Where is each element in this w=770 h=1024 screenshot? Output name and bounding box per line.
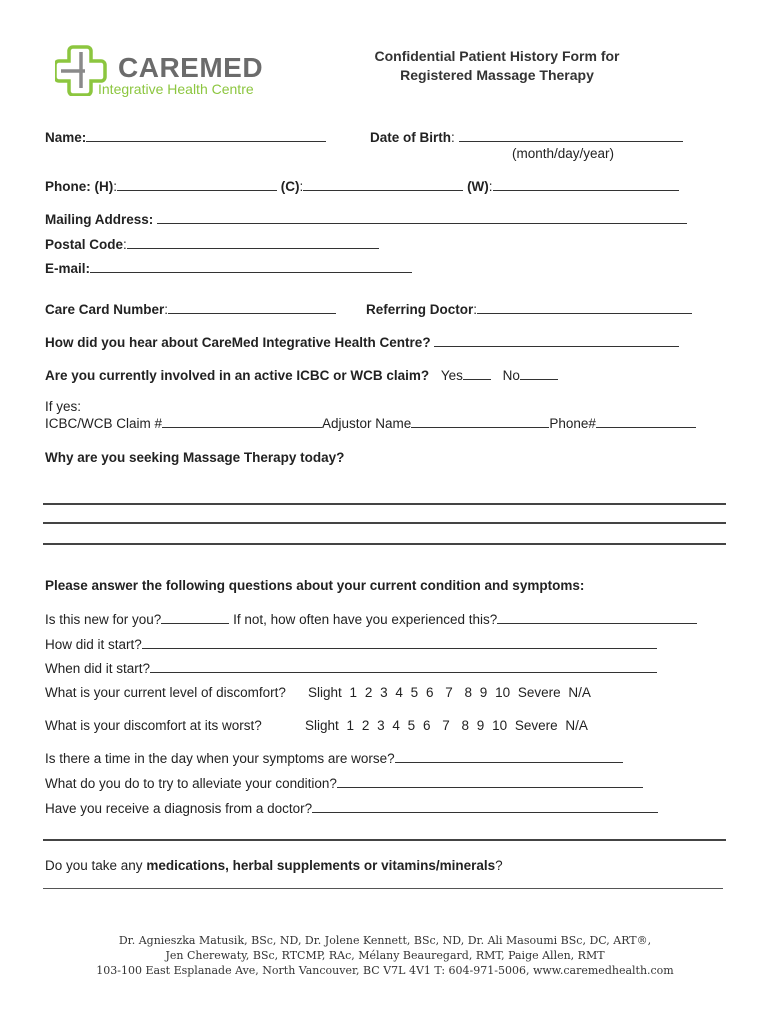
- dob-hint: (month/day/year): [512, 146, 615, 161]
- dob-row: [370, 129, 683, 145]
- scale-option-4[interactable]: 4: [395, 685, 403, 700]
- scale-option-10[interactable]: 10: [495, 685, 511, 700]
- worst-option-5[interactable]: 5: [407, 718, 416, 733]
- phone-cell-label: (C): [280, 179, 300, 194]
- alleviate-field[interactable]: [337, 775, 643, 788]
- worst-option-3[interactable]: 3: [377, 718, 385, 733]
- when-start-field[interactable]: [150, 660, 657, 673]
- phone-home-field[interactable]: [117, 178, 277, 191]
- how-often-question: If not, how often have you experienced this?: [233, 612, 498, 627]
- claim-yes-label: Yes: [440, 368, 463, 383]
- heard-row: [45, 334, 679, 350]
- referring-row: [366, 301, 692, 317]
- scale-na-option[interactable]: N/A: [568, 685, 591, 700]
- adjustor-label: Adjustor Name: [322, 416, 412, 431]
- how-start-field[interactable]: [142, 636, 657, 649]
- diagnosis-question: Have you receive a diagnosis from a doctor?: [45, 801, 313, 816]
- worst-option-6[interactable]: 6: [422, 718, 431, 733]
- worst-option-7[interactable]: 7: [442, 718, 450, 733]
- phone-work-colon: :: [488, 179, 493, 194]
- scale-option-3[interactable]: 3: [380, 685, 388, 700]
- time-of-day-question: Is there a time in the day when your symptoms are worse?: [45, 751, 395, 766]
- why-answer-line-2[interactable]: [43, 522, 726, 524]
- scale-option-6[interactable]: 6: [425, 685, 434, 700]
- claim-yes-field[interactable]: [463, 367, 491, 380]
- postal-label: Postal Code: [45, 237, 124, 252]
- worst-option-2[interactable]: 2: [361, 718, 370, 733]
- adjustor-phone-label: Phone#: [549, 416, 596, 431]
- dob-field[interactable]: [459, 129, 683, 142]
- time-of-day-field[interactable]: [395, 750, 623, 763]
- scale-option-8[interactable]: 8: [464, 685, 473, 700]
- footer-practitioners-2: Jen Cherewaty, BSc, RTCMP, RAc, Mélany Beauregard, RMT, Paige Allen, RMT: [165, 949, 605, 962]
- name-field[interactable]: [86, 129, 326, 142]
- scale-option-1[interactable]: 1: [349, 685, 358, 700]
- is-new-field[interactable]: [161, 611, 229, 624]
- is-new-row: [45, 611, 697, 627]
- claim-number-field[interactable]: [162, 415, 322, 428]
- postal-row: [45, 236, 379, 252]
- footer-practitioners-1: Dr. Agnieszka Matusik, BSc, ND, Dr. Jolene Kennett, BSc, ND, Dr. Ali Masoumi BSc, DC, ART®,: [118, 934, 652, 947]
- footer-address: 103-100 East Esplanade Ave, North Vancouver, BC V7L 4V1 T: 604-971-5006, www.caremedhealth.com: [96, 964, 674, 977]
- form-title-line2: Registered Massage Therapy: [400, 67, 594, 83]
- scale-option-5[interactable]: 5: [410, 685, 419, 700]
- is-new-question: Is this new for you?: [45, 612, 162, 627]
- heard-field[interactable]: [434, 334, 679, 347]
- logo-word-care: CARE: [118, 52, 200, 83]
- postal-colon: :: [123, 237, 127, 252]
- claim-no-field[interactable]: [520, 367, 558, 380]
- logo-word-med: MED: [199, 52, 264, 83]
- referring-field[interactable]: [477, 301, 692, 314]
- claim-question: Are you currently involved in an active ICBC or WCB claim?: [45, 368, 430, 383]
- scale-option-2[interactable]: 2: [364, 685, 373, 700]
- phone-work-label: (W): [467, 179, 489, 194]
- symptoms-heading: Please answer the following questions about your current condition and symptoms:: [45, 578, 585, 593]
- current-level-question: What is your current level of discomfort?: [45, 685, 286, 700]
- name-label: Name:: [45, 130, 87, 145]
- postal-field[interactable]: [127, 236, 379, 249]
- diagnosis-answer-line[interactable]: [43, 839, 726, 841]
- why-question: Why are you seeking Massage Therapy today?: [45, 450, 345, 465]
- phone-work-field[interactable]: [493, 178, 679, 191]
- meds-suffix: ?: [495, 858, 503, 873]
- adjustor-field[interactable]: [411, 415, 549, 428]
- logo-wordmark: [118, 52, 263, 84]
- meds-bold: medications, herbal supplements or vitamins/minerals: [146, 858, 496, 873]
- worst-option-4[interactable]: 4: [392, 718, 400, 733]
- adjustor-phone-field[interactable]: [596, 415, 696, 428]
- if-yes-label: If yes:: [45, 399, 82, 414]
- phone-cell-field[interactable]: [303, 178, 463, 191]
- diagnosis-row: [45, 800, 658, 816]
- claim-row: [45, 367, 558, 383]
- claim-number-label: ICBC/WCB Claim #: [45, 416, 163, 431]
- worst-option-9[interactable]: 9: [476, 718, 485, 733]
- mailing-field[interactable]: [157, 211, 687, 224]
- phone-home-colon: :: [113, 179, 118, 194]
- current-level-scale: [308, 685, 591, 700]
- scale-option-9[interactable]: 9: [479, 685, 488, 700]
- how-start-question: How did it start?: [45, 637, 142, 652]
- name-row: [45, 129, 326, 145]
- claim-details-row: [45, 415, 696, 431]
- worst-na-option[interactable]: N/A: [565, 718, 588, 733]
- scale-option-7[interactable]: 7: [445, 685, 453, 700]
- diagnosis-field[interactable]: [312, 800, 658, 813]
- worst-question: What is your discomfort at its worst?: [45, 718, 262, 733]
- meds-question: [45, 858, 503, 873]
- scale-slight-label: Slight: [308, 685, 342, 700]
- time-of-day-row: [45, 750, 623, 766]
- phone-cell-colon: :: [299, 179, 304, 194]
- worst-scale: [305, 718, 588, 733]
- referring-label: Referring Doctor: [366, 302, 474, 317]
- care-card-label: Care Card Number: [45, 302, 165, 317]
- phone-row: [45, 178, 679, 194]
- care-card-colon: :: [164, 302, 169, 317]
- phone-home-label: Phone: (H): [45, 179, 114, 194]
- worst-option-8[interactable]: 8: [461, 718, 470, 733]
- meds-answer-line[interactable]: [43, 888, 723, 889]
- heard-question: How did you hear about CareMed Integrative Health Centre?: [45, 335, 431, 350]
- mailing-row: [45, 211, 687, 227]
- claim-no-label: No: [502, 368, 520, 383]
- worst-option-10[interactable]: 10: [492, 718, 508, 733]
- email-label: E-mail:: [45, 261, 91, 276]
- email-field[interactable]: [90, 260, 412, 273]
- worst-option-1[interactable]: 1: [346, 718, 355, 733]
- dob-colon: :: [451, 130, 455, 145]
- mailing-label: Mailing Address:: [45, 212, 154, 227]
- footer: [0, 933, 770, 978]
- email-row: [45, 260, 412, 276]
- when-start-question: When did it start?: [45, 661, 151, 676]
- form-title-line1: Confidential Patient History Form for: [374, 48, 620, 64]
- referring-colon: :: [473, 302, 478, 317]
- when-start-row: [45, 660, 657, 676]
- worst-slight-label: Slight: [305, 718, 339, 733]
- how-start-row: [45, 636, 657, 652]
- alleviate-row: [45, 775, 643, 791]
- alleviate-question: What do you do to try to alleviate your condition?: [45, 776, 337, 791]
- why-answer-line-1[interactable]: [43, 503, 726, 505]
- meds-prefix: Do you take any: [45, 858, 147, 873]
- form-title: [347, 47, 647, 85]
- why-answer-line-3[interactable]: [43, 543, 726, 545]
- care-card-field[interactable]: [168, 301, 336, 314]
- care-card-row: [45, 301, 336, 317]
- worst-severe-label: Severe: [514, 718, 558, 733]
- dob-label: Date of Birth: [370, 130, 451, 145]
- how-often-field[interactable]: [497, 611, 697, 624]
- scale-severe-label: Severe: [517, 685, 561, 700]
- logo-subtitle: Integrative Health Centre: [98, 81, 254, 97]
